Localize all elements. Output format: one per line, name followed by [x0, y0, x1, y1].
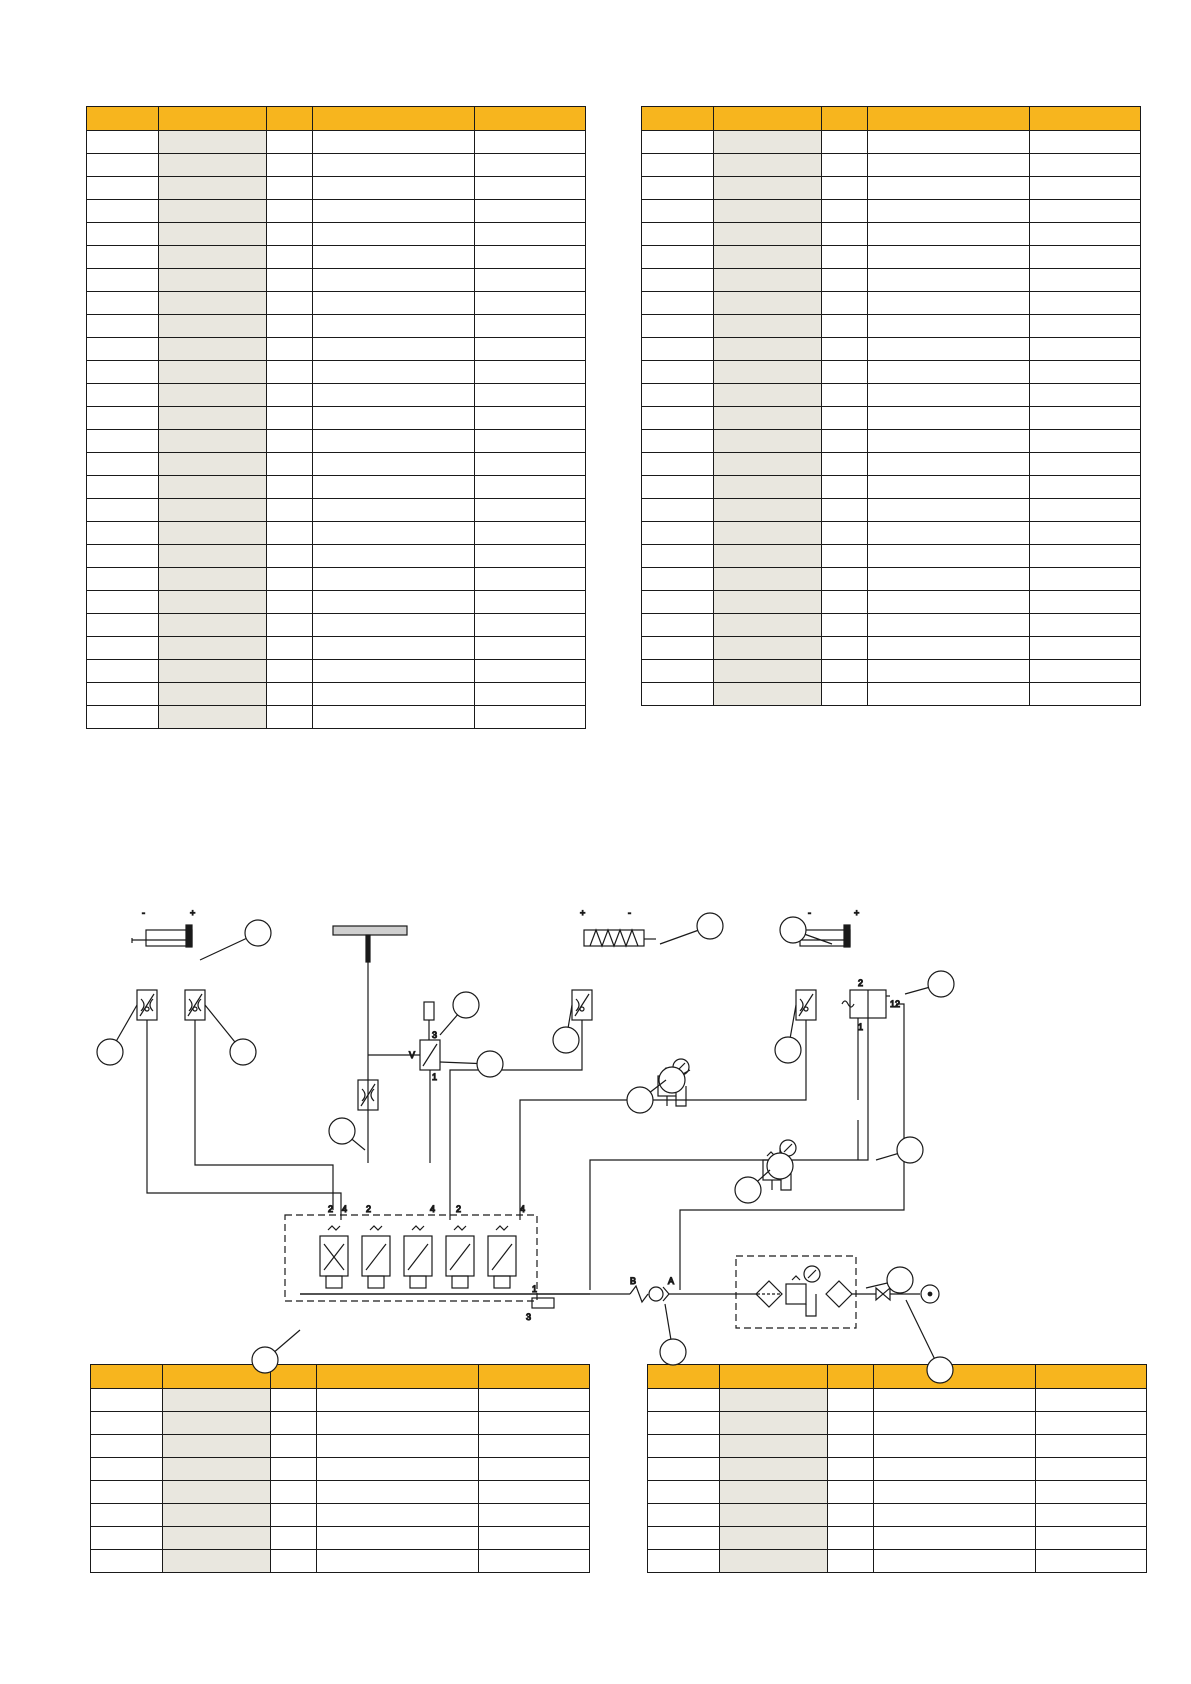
lubricator — [826, 1281, 852, 1307]
callout-balloon — [553, 1027, 579, 1053]
valve-port-d: 4 — [430, 1204, 436, 1214]
air-filter — [756, 1281, 782, 1307]
callout-balloon — [887, 1267, 913, 1293]
callout-balloon — [659, 1067, 685, 1093]
flow-control-valve-1a — [137, 990, 157, 1020]
callout-balloon — [897, 1137, 923, 1163]
single-acting-spring-cylinder — [584, 930, 656, 946]
callout-balloon — [767, 1153, 793, 1179]
t-handle-actuator — [333, 926, 407, 962]
valve-port-f: 4 — [520, 1204, 526, 1214]
check-valve-a: A — [668, 1276, 675, 1286]
valve-port-c: 2 — [366, 1204, 372, 1214]
valve3-port-1: 1 — [432, 1072, 438, 1082]
valve-port-e: 2 — [456, 1204, 462, 1214]
callout-balloon — [928, 971, 954, 997]
valve3-port-3: 3 — [432, 1030, 438, 1040]
valve3-port-v: V — [409, 1050, 416, 1060]
cyl4-minus-label: - — [808, 908, 811, 918]
callout-balloon — [230, 1039, 256, 1065]
air-supply-source — [921, 1285, 939, 1303]
callout-balloon — [477, 1051, 503, 1077]
solenoid-valve-2 — [362, 1226, 390, 1288]
frl-regulator — [786, 1266, 820, 1316]
cyl4-plus-label: + — [854, 908, 860, 918]
callout-balloon — [453, 992, 479, 1018]
solenoid-valve-5 — [488, 1226, 516, 1288]
pilot-operated-valve — [842, 990, 890, 1018]
callout-balloon — [329, 1118, 355, 1144]
flow-control-valve-spring — [572, 990, 592, 1020]
manifold-silencer — [532, 1298, 554, 1308]
double-acting-cylinder-left — [132, 925, 192, 947]
pilot-port-12: 12 — [890, 999, 901, 1009]
valve-port-b: 4 — [342, 1204, 348, 1214]
callout-balloon — [660, 1339, 686, 1365]
spring-cyl-minus-label: - — [628, 908, 631, 918]
manifold-port-3: 3 — [526, 1312, 532, 1322]
solenoid-valve-3 — [404, 1226, 432, 1288]
callout-balloon — [735, 1177, 761, 1203]
check-valve-b: B — [630, 1276, 637, 1286]
solenoid-valve-4 — [446, 1226, 474, 1288]
solenoid-valve-1 — [320, 1226, 348, 1288]
cyl1-minus-label: - — [142, 908, 145, 918]
manifold-port-1: 1 — [532, 1284, 538, 1294]
flow-control-valve-4 — [796, 990, 816, 1020]
valve-port-a: 2 — [328, 1204, 334, 1214]
callout-balloon — [697, 913, 723, 939]
callout-balloon — [927, 1357, 953, 1383]
pilot-port-1: 1 — [858, 1022, 864, 1032]
callout-balloon — [780, 917, 806, 943]
callout-balloon — [775, 1037, 801, 1063]
needle-valve-3 — [420, 1040, 440, 1070]
spring-cyl-plus-label: + — [580, 908, 586, 918]
flow-control-valve-1b — [185, 990, 205, 1020]
callout-balloon — [627, 1087, 653, 1113]
callout-balloon — [97, 1039, 123, 1065]
frl-unit — [736, 1256, 856, 1328]
check-valve — [630, 1286, 669, 1302]
shutoff-valve — [876, 1288, 890, 1300]
pilot-port-2: 2 — [858, 978, 864, 988]
cyl1-plus-label: + — [190, 908, 196, 918]
callout-balloon — [252, 1347, 278, 1373]
callout-balloon — [245, 920, 271, 946]
